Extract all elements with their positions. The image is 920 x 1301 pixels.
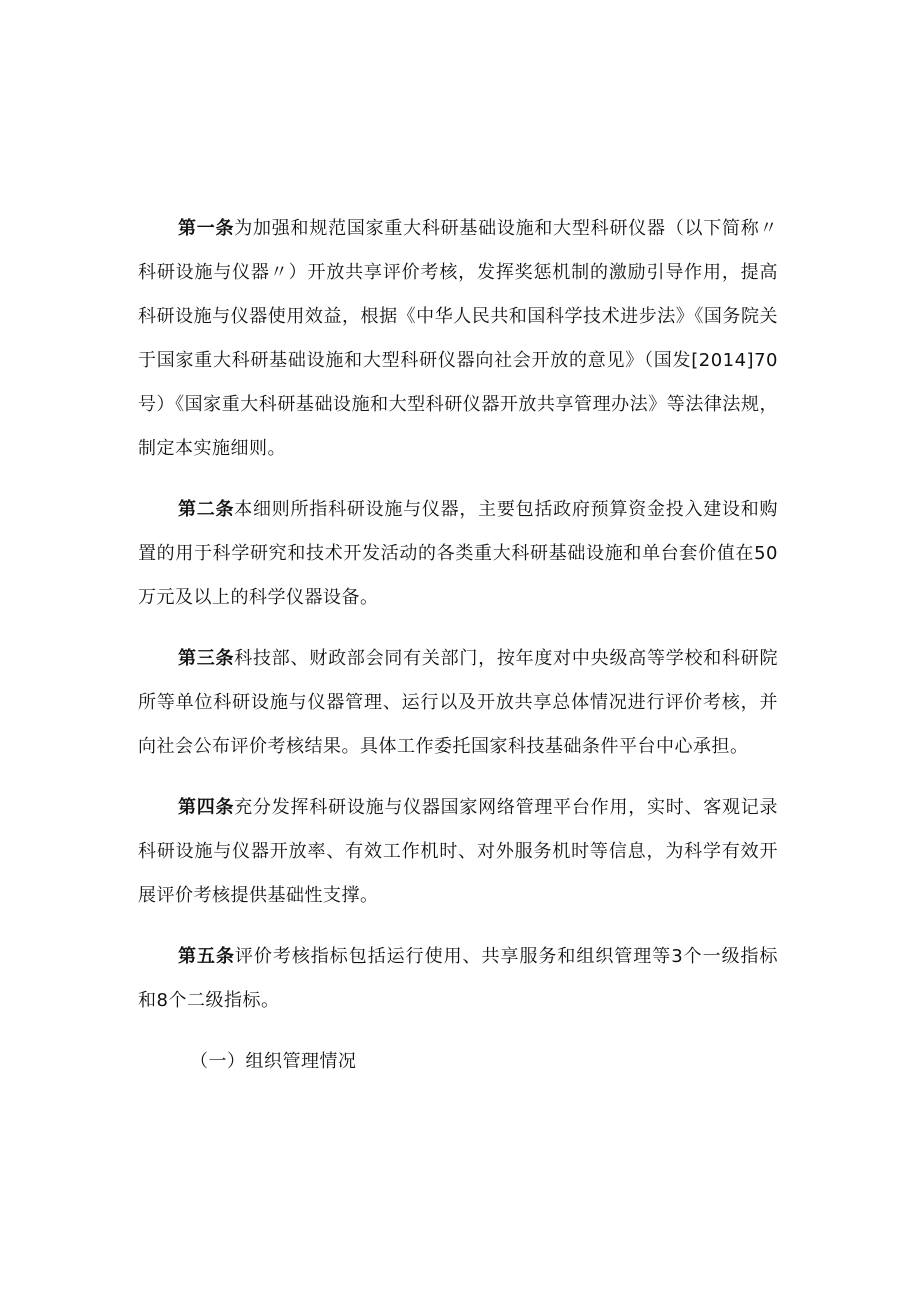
- article-4-label: 第四条: [178, 797, 235, 818]
- article-1-label: 第一条: [178, 218, 235, 239]
- document-body: [138, 207, 778, 1084]
- article-3-paragraph: [138, 637, 778, 769]
- article-4-paragraph: [138, 786, 778, 918]
- article-3-label: 第三条: [178, 648, 235, 669]
- article-4-text: 充分发挥科研设施与仪器国家网络管理平台作用，实时、客观记录科研设施与仪器开放率、有效工作机时、对外服务机时等信息，为科学有效开展评价考核提供基础性支撑。: [138, 797, 779, 906]
- article-5-label: 第五条: [178, 946, 235, 967]
- article-1-text: 为加强和规范国家重大科研基础设施和大型科研仪器（以下简称〃科研设施与仪器〃）开放共享评价考核，发挥奖惩机制的激励引导作用，提高科研设施与仪器使用效益，根据《中华人民共和国科学技术进步法》《国务院关于国家重大科研基础设施和大型科研仪器向社会开放的意见》（国发[2014]70号）《国家重大科研基础设施和大型科研仪器开放共享管理办法》等法律法规，制定本实施细则。: [138, 218, 779, 459]
- article-3-text: 科技部、财政部会同有关部门，按年度对中央级高等学校和科研院所等单位科研设施与仪器管理、运行以及开放共享总体情况进行评价考核，并向社会公布评价考核结果。具体工作委托国家科技基础条件平台中心承担。: [138, 648, 779, 757]
- article-5-text: 评价考核指标包括运行使用、共享服务和组织管理等3个一级指标和8个二级指标。: [138, 946, 779, 1011]
- article-5-paragraph: [138, 935, 778, 1023]
- article-2-paragraph: [138, 488, 778, 620]
- article-2-text: 本细则所指科研设施与仪器，主要包括政府预算资金投入建设和购置的用于科学研究和技术开发活动的各类重大科研基础设施和单台套价值在50万元及以上的科学仪器设备。: [138, 499, 779, 608]
- section-subheading: （一）组织管理情况: [190, 1051, 357, 1072]
- article-2-label: 第二条: [178, 499, 235, 520]
- article-1-paragraph: [138, 207, 778, 471]
